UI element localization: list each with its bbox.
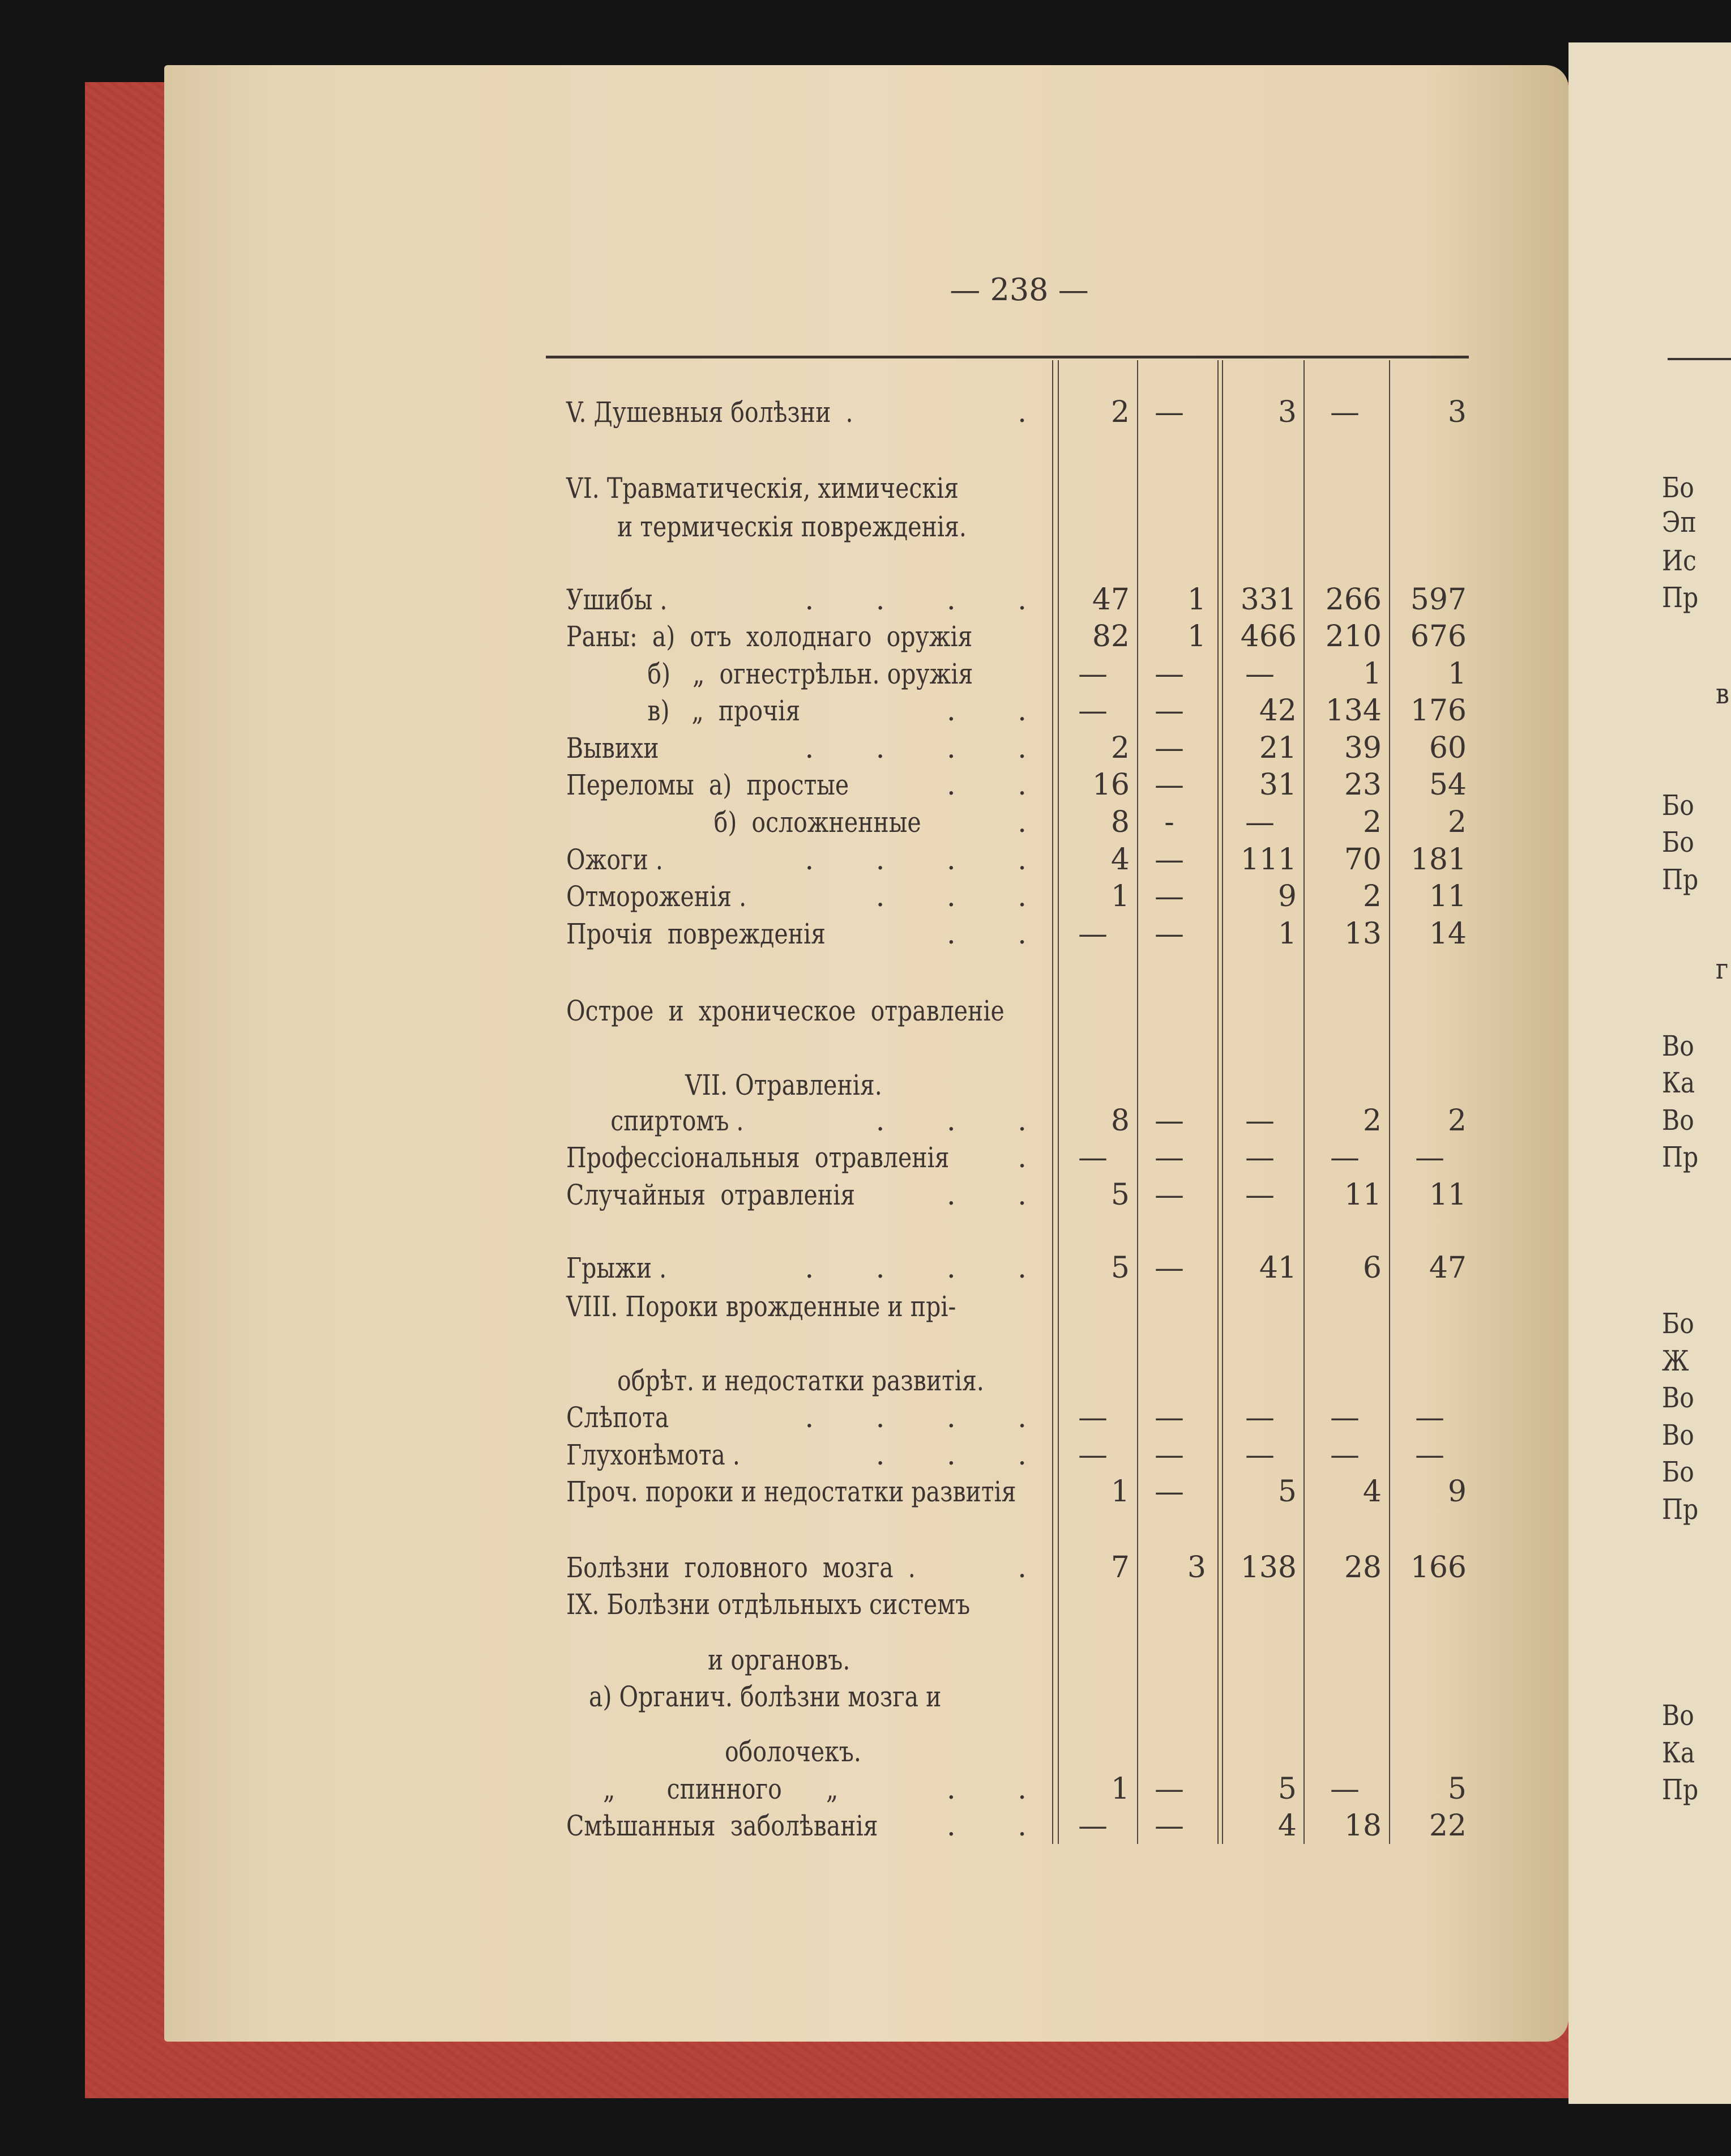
cell-value: — — [1155, 843, 1184, 877]
cell-value: 8 — [1110, 1104, 1130, 1138]
cell-value: — — [1155, 917, 1184, 951]
fragment-text: Пр — [1662, 581, 1699, 614]
cell-value: — — [1155, 1809, 1184, 1843]
cell-value: 466 — [1240, 620, 1297, 654]
table-row — [0, 392, 1472, 432]
table-row — [0, 1138, 1472, 1177]
table-row — [0, 1806, 1472, 1846]
cell-value: — — [1245, 1438, 1275, 1472]
row-label: Профессіональныя отравленія — [566, 1141, 950, 1174]
cell-value: — — [1155, 1251, 1184, 1285]
table-row — [0, 765, 1472, 805]
cell-value: — — [1155, 731, 1184, 765]
dot-leader: . . . — [875, 1438, 1028, 1471]
table-row — [0, 654, 1472, 694]
row-label: Проч. пороки и недостатки развитія — [566, 1475, 1016, 1508]
row-label: б) „ огнестрѣльн. оружія — [566, 658, 973, 690]
cell-value: — — [1078, 1401, 1108, 1435]
row-label: Слѣпота — [566, 1401, 669, 1434]
heading-text: и органовъ. — [708, 1643, 850, 1676]
fragment-text: г — [1716, 953, 1729, 985]
cell-value: 9 — [1277, 880, 1297, 913]
fragment-text: Ж — [1662, 1344, 1689, 1377]
section-heading — [0, 1732, 1472, 1771]
cell-value: 181 — [1410, 843, 1467, 877]
fragment-text: Во — [1662, 1030, 1694, 1062]
row-label: Случайныя отравленія — [566, 1179, 856, 1211]
table-row — [0, 991, 1472, 1031]
cell-value: 5 — [1110, 1251, 1130, 1285]
dot-leader: . — [1018, 1141, 1028, 1174]
cell-value: 14 — [1429, 917, 1467, 951]
row-label: Грыжи . — [566, 1252, 667, 1284]
cell-value: — — [1415, 1401, 1444, 1435]
cell-value: — — [1330, 1772, 1360, 1806]
fragment-text: Пр — [1662, 863, 1699, 896]
cell-value: 676 — [1410, 620, 1467, 654]
fragment-text: Пр — [1662, 1141, 1699, 1173]
row-label: Острое и хроническое отравленіе — [566, 994, 1005, 1027]
dot-leader: . . . . — [805, 1401, 1028, 1434]
cell-value: 9 — [1447, 1475, 1467, 1509]
fragment-text: Во — [1662, 1104, 1694, 1137]
table-row — [0, 1248, 1472, 1288]
dot-leader: . — [1018, 806, 1028, 839]
cell-value: - — [1164, 805, 1174, 839]
cell-value: 60 — [1429, 731, 1467, 765]
cell-value: — — [1330, 395, 1360, 429]
cell-value: 39 — [1344, 731, 1382, 765]
cell-value: 6 — [1362, 1251, 1382, 1285]
cell-value: — — [1415, 1141, 1444, 1175]
cell-value: 54 — [1429, 768, 1467, 802]
table-row — [0, 914, 1472, 954]
cell-value: — — [1078, 694, 1108, 728]
cell-value: 1 — [1187, 620, 1206, 654]
row-label: Отмороженія . — [566, 880, 747, 913]
cell-value: 2 — [1110, 731, 1130, 765]
row-label: V. Душевныя болѣзни . — [566, 396, 853, 429]
heading-text: VIII. Пороки врожденные и прі- — [566, 1290, 956, 1323]
cell-value: — — [1155, 657, 1184, 691]
cell-value: 1 — [1187, 583, 1206, 617]
row-label: Болѣзни головного мозга . — [566, 1551, 916, 1584]
cell-value: 2 — [1362, 1104, 1382, 1138]
cell-value: 210 — [1325, 620, 1382, 654]
heading-text: VI. Травматическія, химическія — [566, 472, 959, 505]
heading-text: а) Органич. болѣзни мозга и — [589, 1680, 942, 1713]
cell-value: — — [1078, 1141, 1108, 1175]
heading-text: и термическія поврежденія. — [617, 510, 967, 543]
dot-leader: . . — [946, 694, 1028, 727]
table-row — [0, 840, 1472, 880]
cell-value: 2 — [1362, 805, 1382, 839]
row-label: Глухонѣмота . — [566, 1438, 740, 1471]
table-row — [0, 877, 1472, 916]
fragment-text: Ка — [1662, 1736, 1695, 1769]
cell-value: — — [1155, 1104, 1184, 1138]
cell-value: — — [1155, 1401, 1184, 1435]
cell-value: 134 — [1325, 694, 1382, 728]
cell-value: 5 — [1277, 1772, 1297, 1806]
cell-value: 3 — [1447, 395, 1467, 429]
cell-value: 176 — [1410, 694, 1467, 728]
row-label: спиртомъ . — [566, 1104, 744, 1137]
cell-value: 4 — [1110, 843, 1130, 877]
dot-leader: . . . . — [805, 843, 1028, 876]
cell-value: — — [1415, 1438, 1444, 1472]
section-heading — [0, 1287, 1472, 1326]
cell-value: 1 — [1277, 917, 1297, 951]
section-heading — [0, 1065, 1472, 1105]
cell-value: 1 — [1110, 880, 1130, 913]
cell-value: 23 — [1344, 768, 1382, 802]
fragment-text: Бо — [1662, 471, 1694, 504]
fragment-text: Пр — [1662, 1773, 1699, 1806]
heading-text: IX. Болѣзни отдѣльныхъ системъ — [566, 1588, 971, 1621]
cell-value: — — [1245, 805, 1275, 839]
cell-value: — — [1078, 917, 1108, 951]
heading-text: оболочекъ. — [725, 1735, 861, 1768]
dot-leader: . . . . — [805, 1252, 1028, 1284]
cell-value: 4 — [1277, 1809, 1297, 1843]
cell-value: — — [1155, 768, 1184, 802]
row-label: Ожоги . — [566, 843, 663, 876]
dot-leader: . . . . — [805, 583, 1028, 616]
cell-value: 1 — [1110, 1772, 1130, 1806]
row-label: „ спинного „ — [566, 1773, 839, 1805]
row-label: Раны: а) отъ холоднаго оружія — [566, 620, 973, 653]
table-row — [0, 802, 1472, 842]
table-row — [0, 1472, 1472, 1512]
row-label: Прочія поврежденія — [566, 917, 826, 950]
cell-value: 18 — [1344, 1809, 1382, 1843]
cell-value: 47 — [1429, 1251, 1467, 1285]
row-label: Ушибы . — [566, 583, 668, 616]
table-row — [0, 617, 1472, 656]
cell-value: — — [1330, 1438, 1360, 1472]
cell-value: — — [1245, 1141, 1275, 1175]
dot-leader: . — [1018, 1551, 1028, 1584]
cell-value: — — [1330, 1141, 1360, 1175]
cell-value: 1 — [1362, 657, 1382, 691]
cell-value: 28 — [1344, 1551, 1382, 1585]
table-row — [0, 1769, 1472, 1809]
cell-value: — — [1155, 1141, 1184, 1175]
cell-value: 5 — [1277, 1475, 1297, 1509]
cell-value: 3 — [1277, 395, 1297, 429]
section-heading — [0, 507, 1472, 547]
cell-value: 3 — [1187, 1551, 1206, 1585]
cell-value: — — [1155, 1438, 1184, 1472]
cell-value: 1 — [1447, 657, 1467, 691]
cell-value: — — [1245, 657, 1275, 691]
section-heading — [0, 1585, 1472, 1624]
cell-value: 41 — [1259, 1251, 1297, 1285]
fragment-text: Бо — [1662, 1307, 1694, 1340]
fragment-text: Во — [1662, 1381, 1694, 1414]
fragment-text: Ис — [1662, 544, 1696, 577]
table-row — [0, 1175, 1472, 1215]
fragment-text: Бо — [1662, 826, 1694, 859]
fragment-text: Ка — [1662, 1066, 1695, 1099]
cell-value: — — [1155, 1772, 1184, 1806]
cell-value: — — [1330, 1401, 1360, 1435]
cell-value: 47 — [1092, 583, 1130, 617]
page-number: — 238 — — [950, 272, 1089, 308]
dot-leader: . . — [946, 769, 1028, 801]
cell-value: — — [1245, 1401, 1275, 1435]
cell-value: — — [1078, 1438, 1108, 1472]
cell-value: 16 — [1092, 768, 1130, 802]
cell-value: 138 — [1240, 1551, 1297, 1585]
cell-value: — — [1155, 395, 1184, 429]
cell-value: 1 — [1110, 1475, 1130, 1509]
cell-value: 22 — [1429, 1809, 1467, 1843]
cell-value: — — [1078, 1809, 1108, 1843]
cell-value: 331 — [1240, 583, 1297, 617]
cell-value: 82 — [1092, 620, 1130, 654]
table-top-rule — [546, 356, 1469, 358]
fragment-text: Бо — [1662, 789, 1694, 822]
right-page-rule — [1668, 358, 1731, 360]
fragment-text: Во — [1662, 1419, 1694, 1451]
cell-value: 13 — [1344, 917, 1382, 951]
heading-text: VII. Отравленія. — [685, 1069, 882, 1102]
dot-leader: . . . . — [805, 732, 1028, 765]
fragment-text: Во — [1662, 1699, 1694, 1732]
dot-leader: . . — [946, 917, 1028, 950]
dot-leader: . — [1018, 396, 1028, 429]
section-heading — [0, 1677, 1472, 1717]
fragment-text: в — [1716, 677, 1729, 710]
dot-leader: . . — [946, 1809, 1028, 1842]
cell-value: 11 — [1429, 1178, 1467, 1212]
table-row — [0, 1101, 1472, 1141]
cell-value: 266 — [1325, 583, 1382, 617]
cell-value: 42 — [1259, 694, 1297, 728]
dot-leader: . . — [946, 1179, 1028, 1211]
fragment-text: Пр — [1662, 1493, 1699, 1526]
cell-value: 11 — [1429, 880, 1467, 913]
row-label: Смѣшанныя заболѣванія — [566, 1809, 878, 1842]
cell-value: 4 — [1362, 1475, 1382, 1509]
table-row — [0, 580, 1472, 620]
cell-value: — — [1155, 1475, 1184, 1509]
cell-value: — — [1078, 657, 1108, 691]
cell-value: 2 — [1447, 805, 1467, 839]
cell-value: 2 — [1447, 1104, 1467, 1138]
cell-value: — — [1245, 1104, 1275, 1138]
dot-leader: . . . — [875, 1104, 1028, 1137]
right-page — [1568, 42, 1731, 2104]
section-heading — [0, 1361, 1472, 1401]
cell-value: 8 — [1110, 805, 1130, 839]
fragment-text: Эп — [1662, 506, 1696, 539]
cell-value: 21 — [1259, 731, 1297, 765]
table-row — [0, 1548, 1472, 1587]
row-label: Вывихи — [566, 732, 659, 765]
heading-text: обрѣт. и недостатки развитія. — [617, 1364, 984, 1397]
cell-value: 31 — [1259, 768, 1297, 802]
row-label: в) „ прочія — [566, 694, 801, 727]
fragment-text: Бо — [1662, 1455, 1694, 1488]
section-heading — [0, 1640, 1472, 1680]
table-row — [0, 1435, 1472, 1475]
section-heading — [0, 468, 1472, 508]
row-label: Переломы а) простые — [566, 769, 849, 801]
cell-value: — — [1245, 1178, 1275, 1212]
table-row — [0, 728, 1472, 768]
cell-value: 2 — [1110, 395, 1130, 429]
cell-value: 5 — [1447, 1772, 1467, 1806]
table-row — [0, 691, 1472, 731]
cell-value: 166 — [1410, 1551, 1467, 1585]
cell-value: 70 — [1344, 843, 1382, 877]
cell-value: — — [1155, 880, 1184, 913]
cell-value: — — [1155, 1178, 1184, 1212]
dot-leader: . . — [946, 1773, 1028, 1805]
cell-value: 111 — [1240, 843, 1297, 877]
cell-value: 2 — [1362, 880, 1382, 913]
table-row — [0, 1398, 1472, 1437]
cell-value: 597 — [1410, 583, 1467, 617]
cell-value: — — [1155, 694, 1184, 728]
row-label: б) осложненные — [566, 806, 921, 839]
cell-value: 11 — [1344, 1178, 1382, 1212]
cell-value: 7 — [1110, 1551, 1130, 1585]
cell-value: 5 — [1110, 1178, 1130, 1212]
dot-leader: . . . — [875, 880, 1028, 913]
